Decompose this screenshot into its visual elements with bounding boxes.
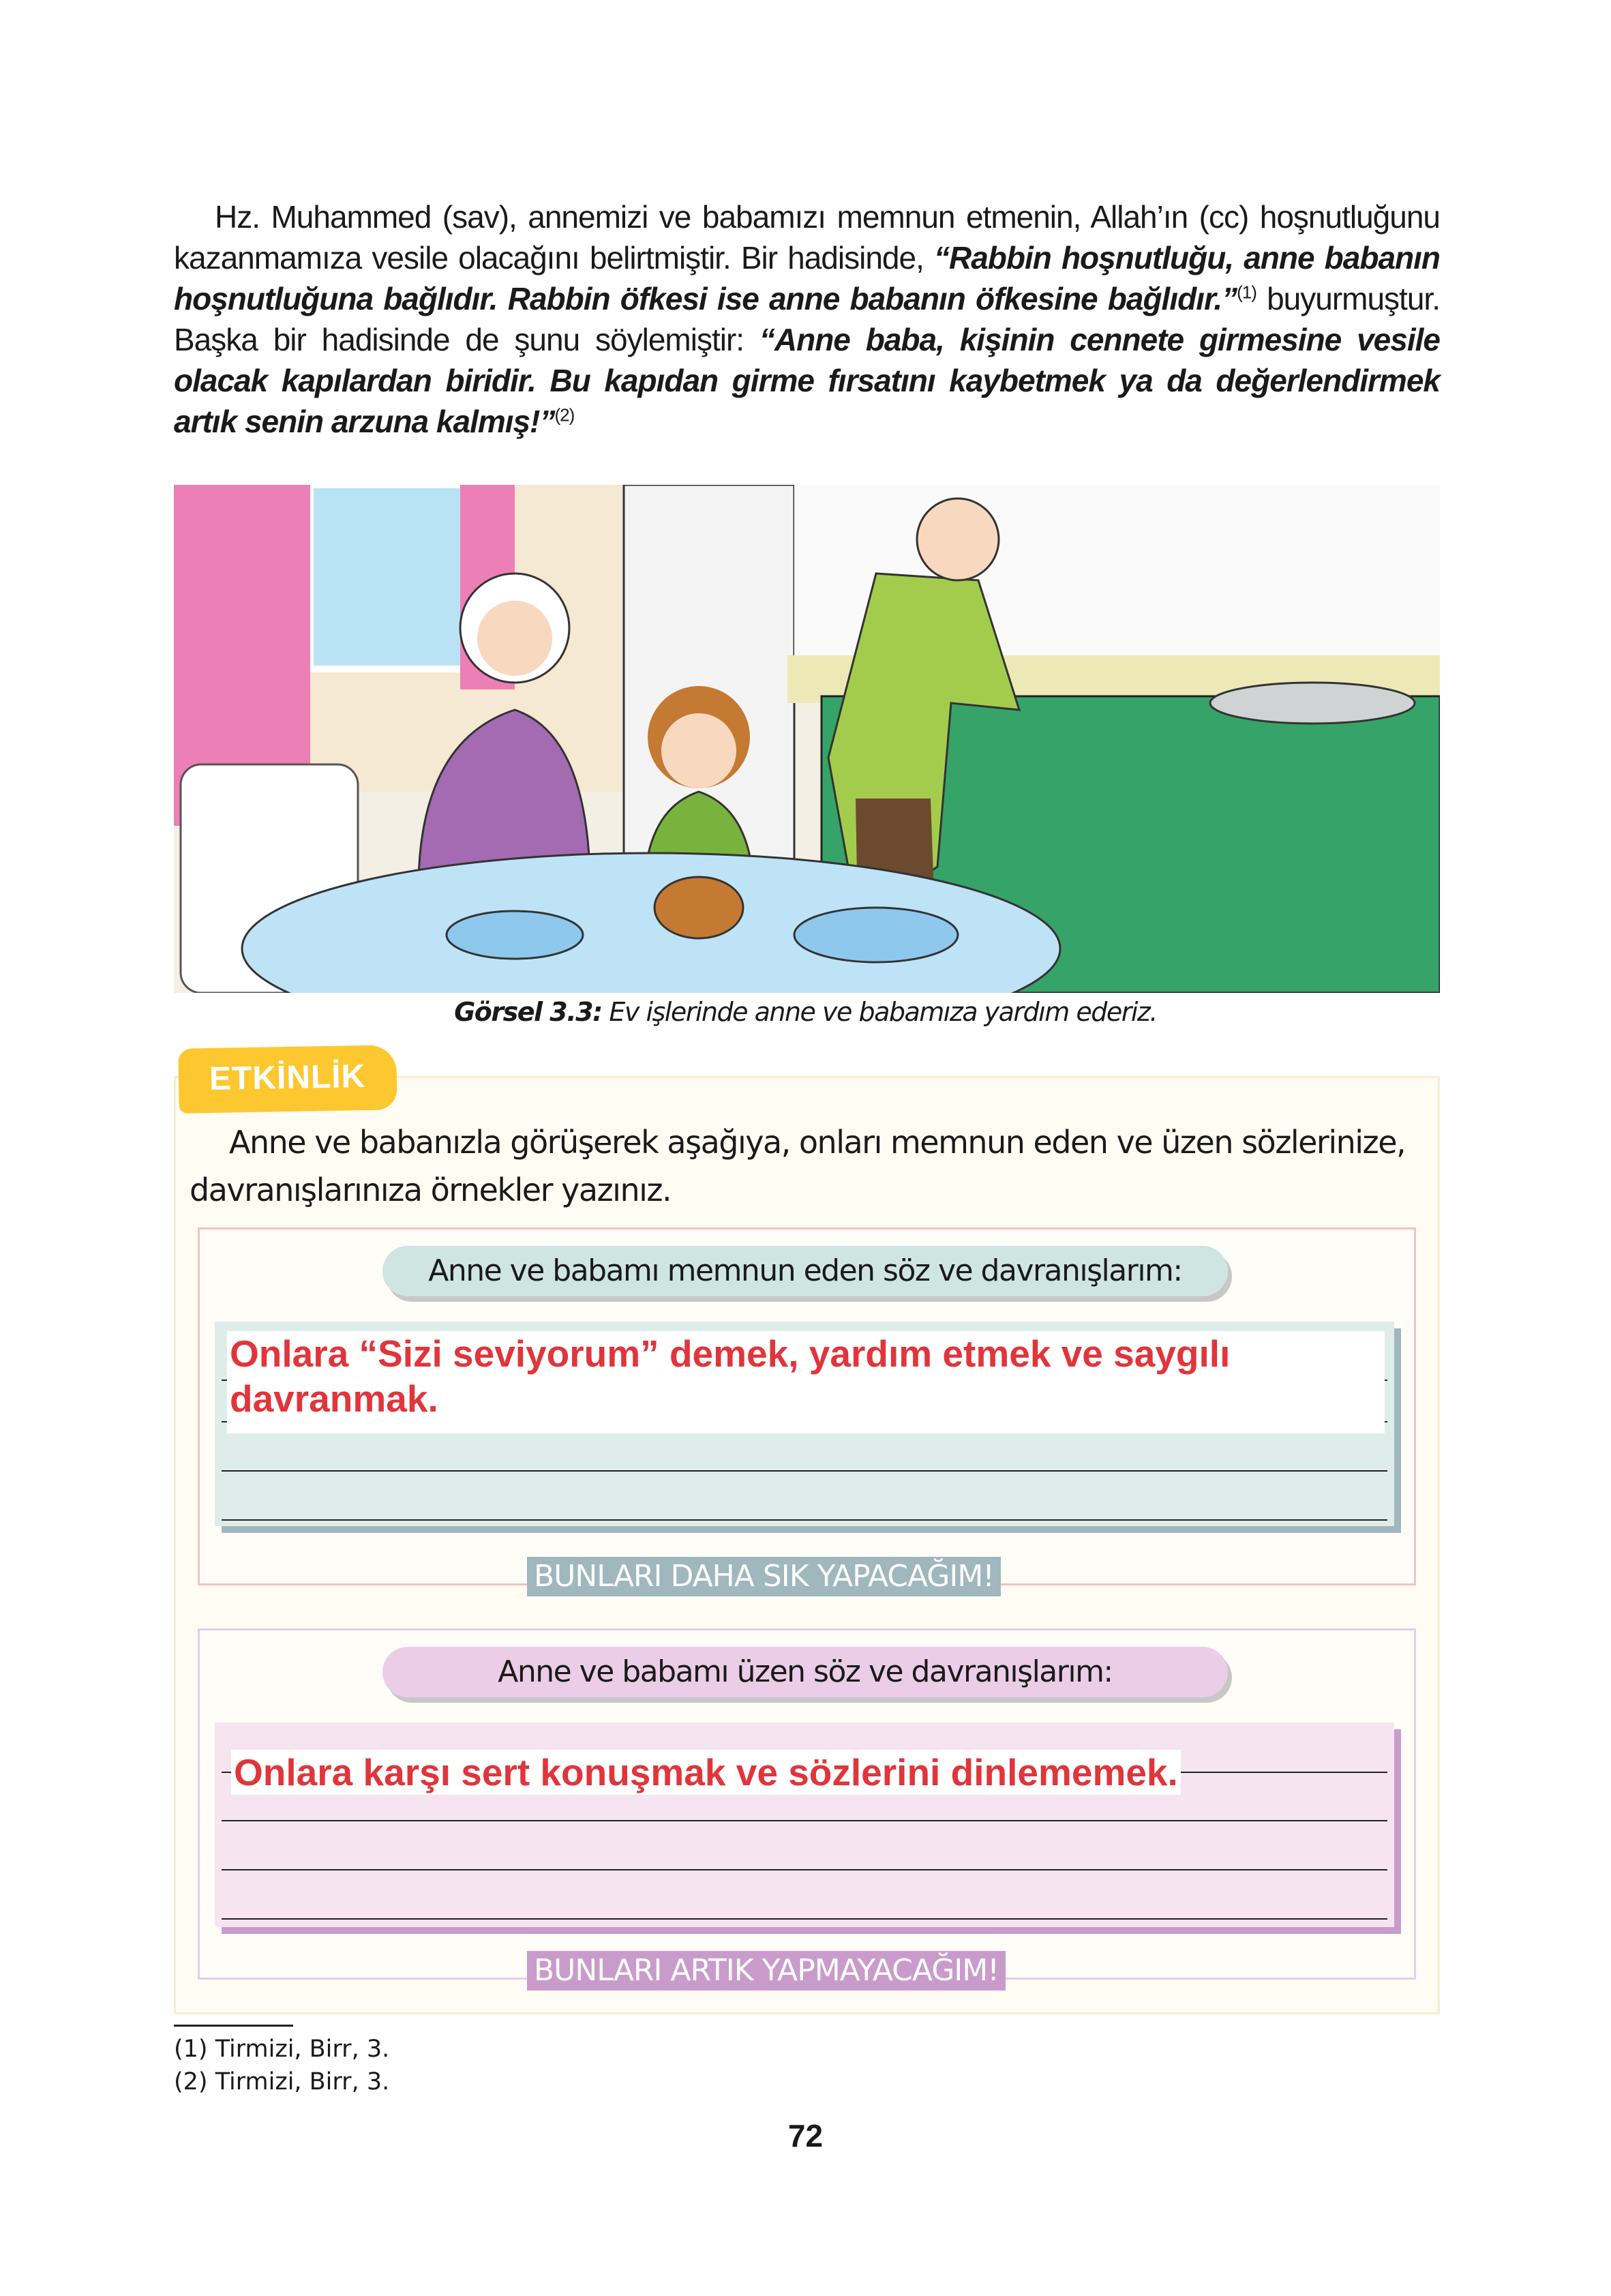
section1-title: Anne ve babamı memnun eden söz ve davranışlarım: [382,1246,1228,1296]
body-paragraph [174,196,1440,442]
hadith-quote-2: “Anne baba, kişinin cennete girmesine vesile olacak kapılardan biridir. Bu kapıdan girme fırsatını kaybetmek ya da değerlendirmek artık senin arzuna kalmış!” [174,322,1440,439]
section1-footer: BUNLARI DAHA SIK YAPACAĞIM! [527,1557,1001,1596]
figure-label: Görsel 3.3: [454,997,602,1027]
pleasing-behaviors-panel [198,1227,1416,1594]
section2-footer: BUNLARI ARTIK YAPMAYACAĞIM! [527,1951,1006,1991]
figure-caption [0,997,1611,1027]
hadith-quote-1: “Rabbin hoşnutluğu, anne babanın hoşnutluğuna bağlıdır. Rabbin öfkesi ise anne babanın öfkesine bağlıdır.” [174,240,1440,316]
paragraph-text: buyurmuştur. Başka bir hadisinde de şunu söylemiştir: [174,281,1440,357]
section1-answer: Onlara “Sizi seviyorum” demek, yardım etmek ve saygılı davranmak. [227,1331,1385,1433]
footnote-1: (1) Tirmizi, Birr, 3. [174,2036,390,2063]
footnote-2: (2) Tirmizi, Birr, 3. [174,2068,390,2096]
instruction-text: Anne ve babanızla görüşerek aşağıya, onları memnun eden ve üzen sözlerinize, davranışlarınıza örnekler yazınız. [190,1124,1406,1208]
section2-title: Anne ve babamı üzen söz ve davranışlarım: [382,1647,1228,1697]
activity-badge-label: ETKİNLİK [209,1058,366,1098]
upsetting-behaviors-panel [198,1628,1416,1988]
footnote-ref-1: (1) [1237,282,1256,303]
activity-instruction [190,1118,1430,1214]
section1-writing-area[interactable] [215,1322,1394,1526]
figure-caption-text: Ev işlerinde anne ve babamıza yardım ederiz. [601,997,1157,1027]
paragraph-text: Hz. Muhammed (sav), annemizi ve babamızı memnun etmenin, Allah’ın (cc) hoşnutluğunu kazanmamıza vesile olacağını belirtmiştir. Bir hadisinde, [174,199,1440,275]
footnote-divider [174,2025,293,2027]
section2-writing-area[interactable] [215,1723,1394,1927]
activity-badge [178,1045,397,1114]
section2-answer: Onlara karşı sert konuşmak ve sözlerini dinlememek. [231,1750,1181,1795]
family-kitchen-illustration [174,485,1440,993]
footnote-ref-2: (2) [554,404,575,426]
page-number: 72 [787,2118,824,2153]
